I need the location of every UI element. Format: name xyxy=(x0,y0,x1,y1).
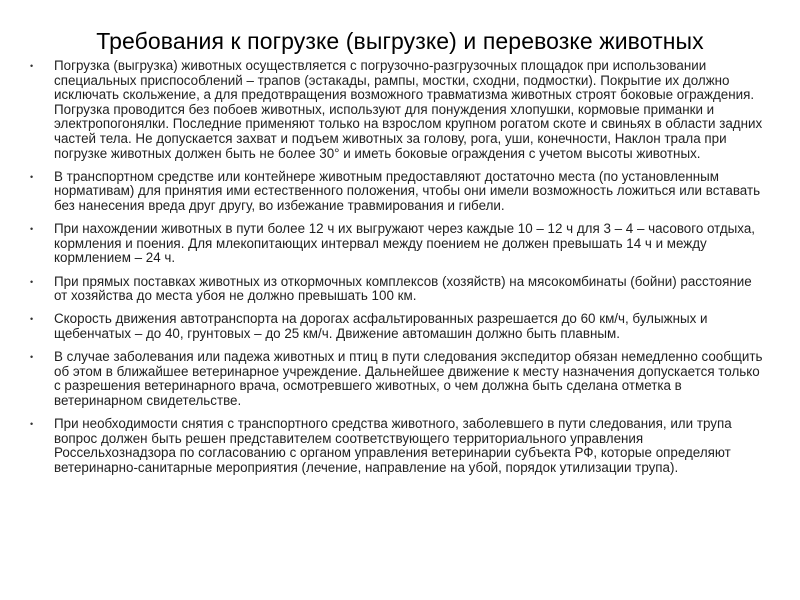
bullet-list xyxy=(30,59,764,484)
bullet-item-disease xyxy=(30,350,764,408)
bullet-text: Погрузка (выгрузка) животных осуществляется с погрузочно-разгрузочных площадок при использовании специальных приспособлений – трапов (эстакады, рампы, мостки, сходни, подмостки). Покрытие их должно исключать скольжение, а для предотвращения возможного травматизма животных строят боковые ограждения. Погрузка проводится без побоев животных, используют для понуждения хлопушки, кормовые приманки и электропогонялки. Последние применяют только на взрослом крупном рогатом скоте и свиньях в области задних частей тела. Не допускается захват и подъем животных за голову, рога, уши, конечности, Наклон трала при погрузке животных должен быть не более 30° и иметь боковые ограждения с учетом высоты животных. xyxy=(54,58,763,161)
bullet-item-rest xyxy=(30,222,764,266)
bullet-text: При необходимости снятия с транспортного средства животного, заболевшего в пути следования, или трупа вопрос должен быть решен представителем соответствующего территориального управления Россельхознадзора по согласованию с органом управления ветеринарии субъекта РФ, которые определяют ветеринарно-санитарные мероприятия (лечение, направление на убой, порядок утилизации трупа). xyxy=(54,416,732,475)
bullet-text: При нахождении животных в пути более 12 ч их выгружают через каждые 10 – 12 ч для 3 – 4 – часового отдыха, кормления и поения. Для млекопитающих интервал между поением не должен превышать 14 ч и между кормлением – 24 ч. xyxy=(54,221,755,266)
bullet-dot-icon: • xyxy=(30,61,34,71)
bullet-dot-icon: • xyxy=(30,352,34,363)
bullet-dot-icon: • xyxy=(30,276,34,287)
slide-title: Требования к погрузке (выгрузке) и перевозке животных xyxy=(96,28,704,54)
bullet-dot-icon: • xyxy=(30,171,34,182)
bullet-dot-icon: • xyxy=(30,419,34,430)
bullet-dot-icon: • xyxy=(30,314,34,325)
bullet-item-speed xyxy=(30,312,764,341)
bullet-text: При прямых поставках животных из откормочных комплексов (хозяйств) на мясокомбинаты (бойни) расстояние от хозяйства до места убоя не должно превышать 100 км. xyxy=(54,273,752,304)
bullet-item-space xyxy=(30,170,764,214)
bullet-dot-icon: • xyxy=(30,224,34,235)
bullet-text: В случае заболевания или падежа животных и птиц в пути следования экспедитор обязан немедленно сообщить об этом в ближайшее ветеринарное учреждение. Дальнейшее движение к месту назначения допускается только с разрешения ветеринарного врача, осмотревшего животных, о чем должна быть сделана отметка в ветеринарном свидетельстве. xyxy=(54,349,763,408)
bullet-item-distance xyxy=(30,275,764,304)
bullet-item-removal xyxy=(30,417,764,475)
bullet-text: В транспортном средстве или контейнере животным предоставляют достаточно места (по установленным нормативам) для принятия ими естественного положения, чтобы они имели возможность ложиться или вставать без нанесения вреда друг другу, во избежание травмирования и гибели. xyxy=(54,168,761,213)
bullet-text: Скорость движения автотранспорта на дорогах асфальтированных разрешается до 60 км/ч, булыжных и щебенчатых – до 40, грунтовых – до 25 км/ч. Движение автомашин должно быть плавным. xyxy=(54,311,708,341)
bullet-item-loading xyxy=(30,59,764,161)
